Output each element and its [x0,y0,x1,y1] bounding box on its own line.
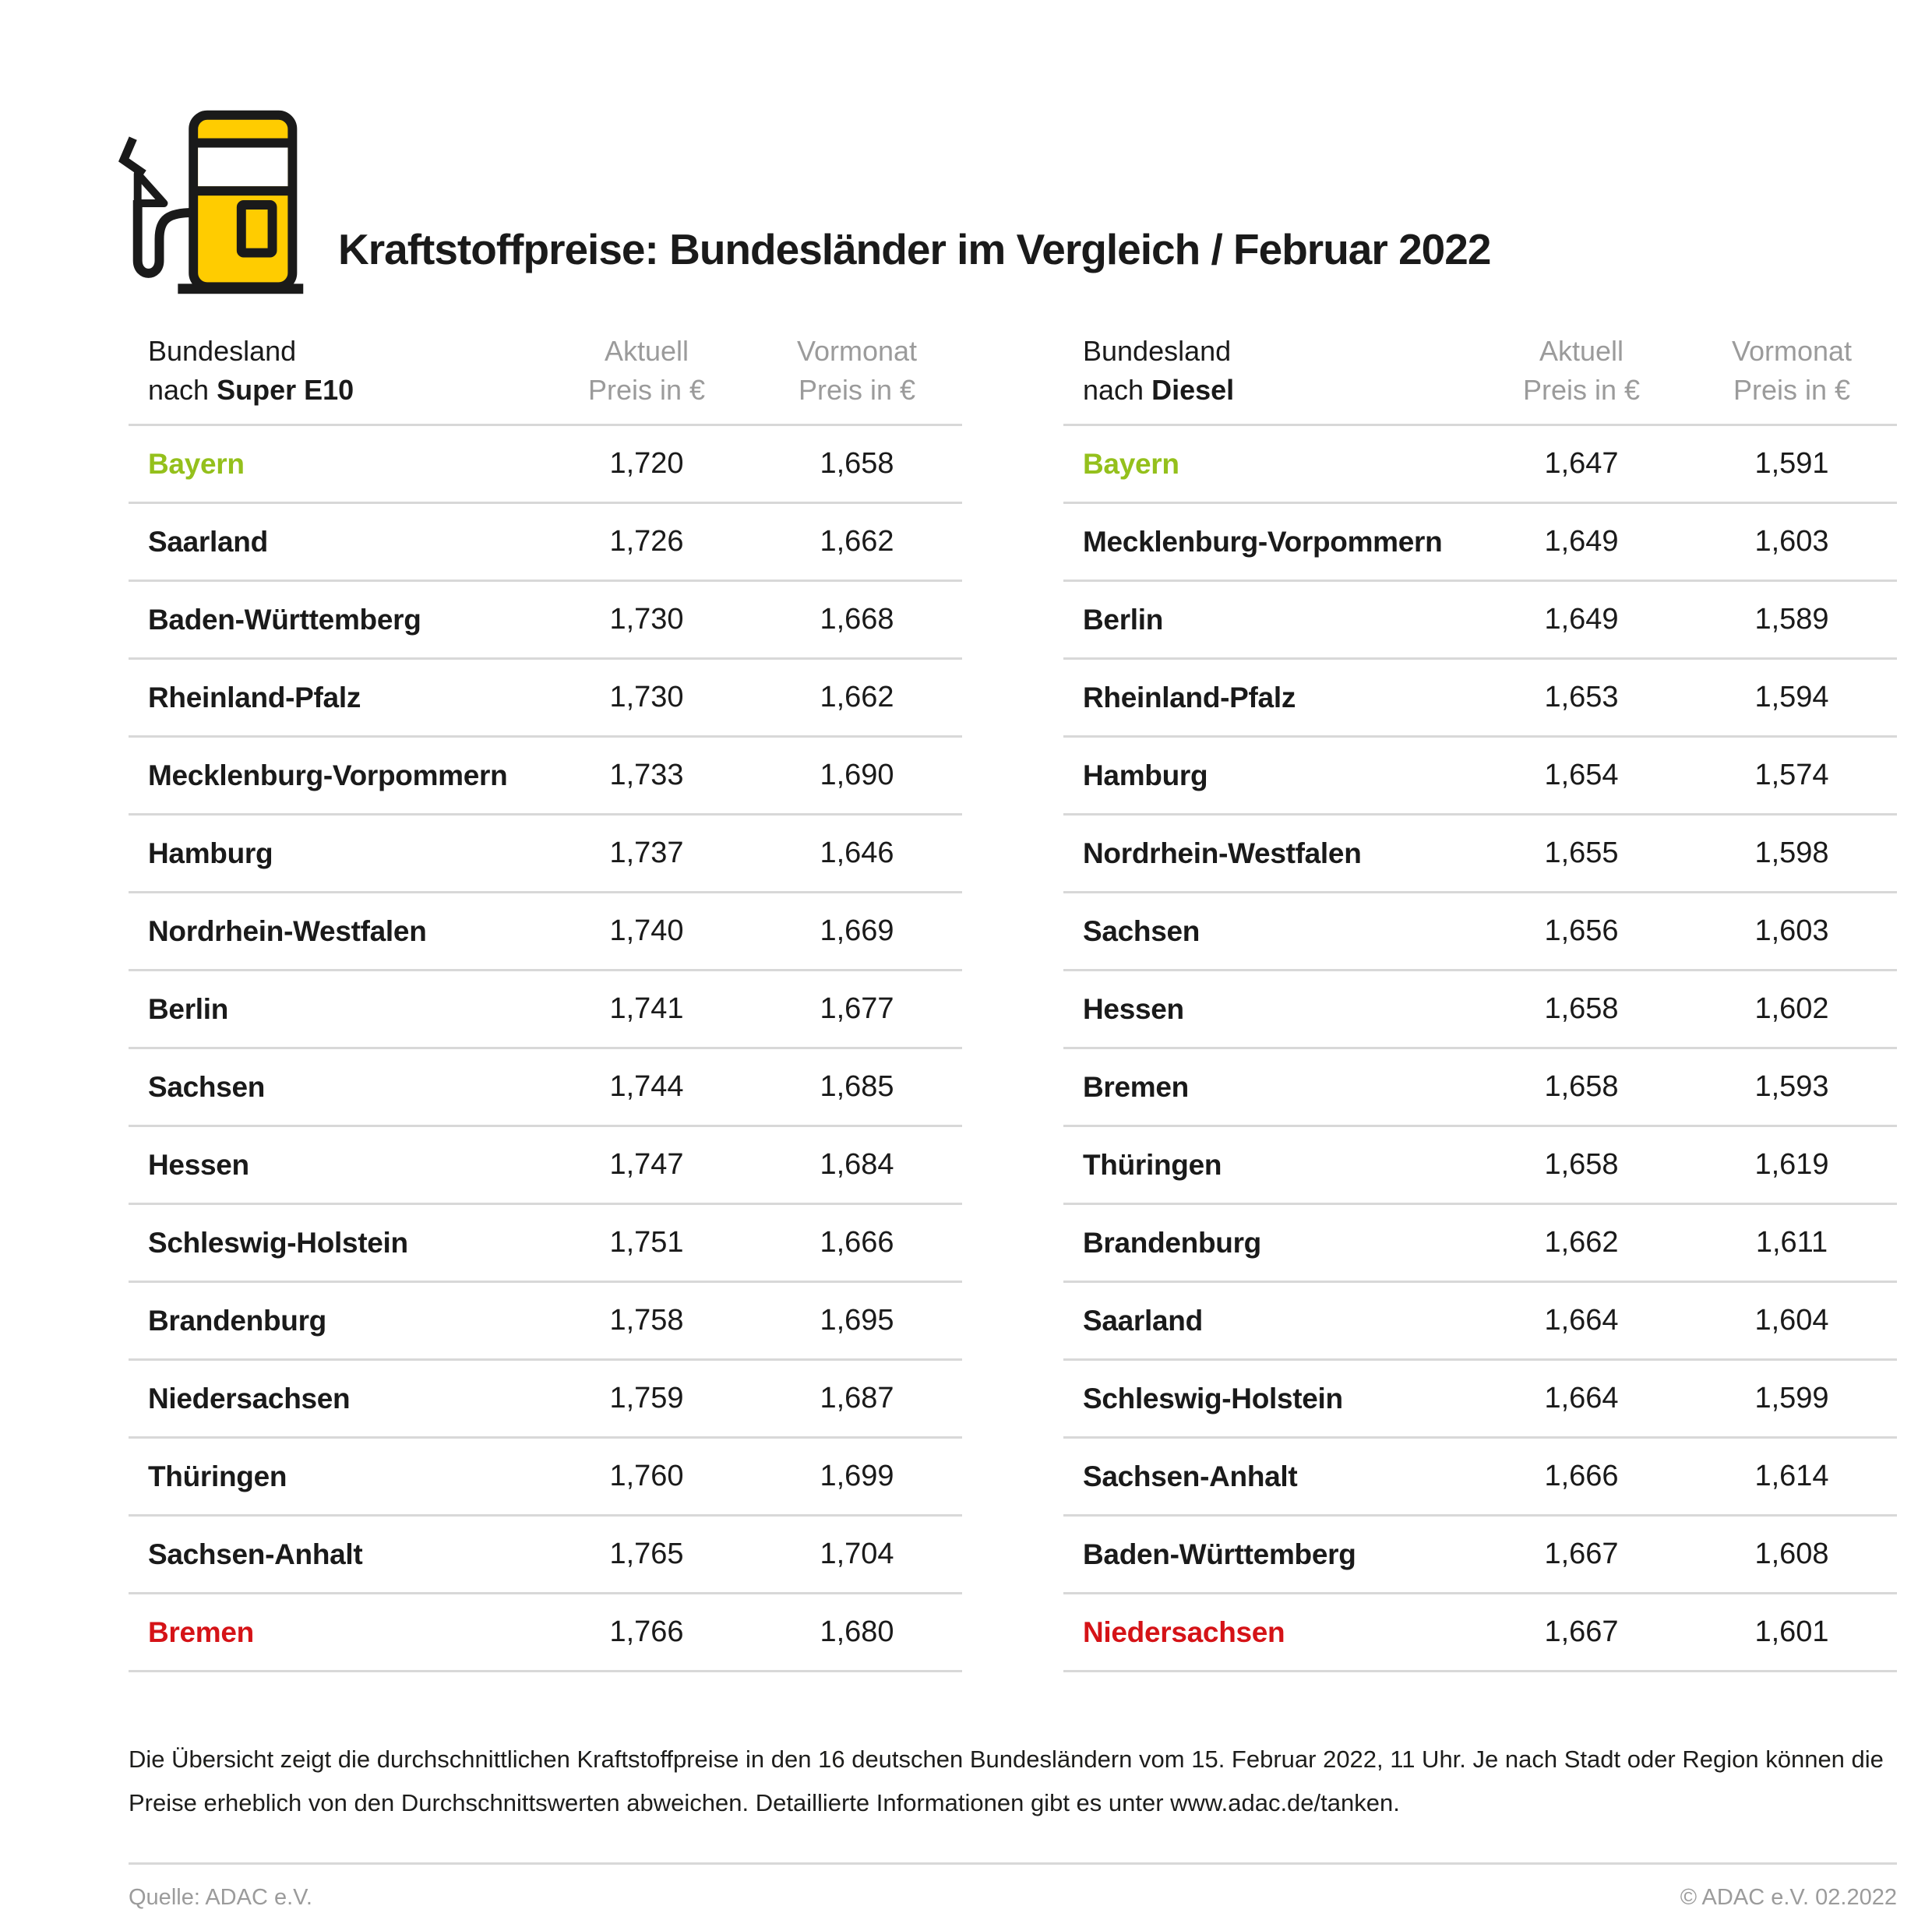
current-price: 1,658 [1544,1148,1619,1181]
previous-price: 1,677 [820,992,894,1025]
current-price: 1,730 [609,681,684,713]
table-row [1063,1125,1897,1203]
table-row [1063,424,1897,502]
current-price: 1,720 [609,447,684,480]
previous-price: 1,614 [1754,1460,1829,1492]
current-price: 1,667 [1544,1615,1619,1648]
table-body [1063,424,1897,1672]
footnote-line1: Die Übersicht zeigt die durchschnittlichen Kraftstoffpreise in den 16 deutschen Bundesländern vom 15. Februar 2022, 11 Uhr. Je nach Stadt oder Region können die [129,1746,1884,1773]
table-row [1063,891,1897,969]
previous-price: 1,574 [1754,759,1829,791]
current-price: 1,765 [609,1538,684,1570]
table-row [129,969,962,1047]
previous-price: 1,594 [1754,681,1829,713]
previous-price: 1,680 [820,1615,894,1648]
region-name: Mecklenburg-Vorpommern [1083,525,1443,558]
current-price: 1,649 [1544,525,1619,558]
current-price: 1,747 [609,1148,684,1181]
region-name: Nordrhein-Westfalen [1083,837,1362,869]
region-name: Schleswig-Holstein [148,1226,408,1259]
table-row [1063,1592,1897,1670]
region-header-prefix: nach [148,374,217,406]
footer [129,1885,1897,1911]
table-row [129,1281,962,1358]
table-row [1063,735,1897,813]
column-header-current [1476,332,1687,410]
region-header-fuel: Diesel [1151,374,1235,406]
footnote-line2: Preise erheblich von den Durchschnittswerten abweichen. Detaillierte Informationen gibt es unter www.adac.de/tanken. [129,1789,1400,1816]
region-name: Rheinland-Pfalz [1083,681,1296,713]
region-name: Hamburg [148,837,273,869]
current-header-line1: Aktuell [1539,335,1624,367]
current-price: 1,760 [609,1460,684,1492]
current-header-line1: Aktuell [604,335,689,367]
region-name: Sachsen [1083,914,1200,947]
previous-header-line2: Preis in € [798,374,916,406]
previous-price: 1,603 [1754,525,1829,558]
fuel-pump-icon [109,87,327,319]
page-title: Kraftstoffpreise: Bundesländer im Vergleich / Februar 2022 [338,225,1491,273]
table-row [1063,502,1897,580]
table-row [129,735,962,813]
previous-price: 1,690 [820,759,894,791]
previous-price: 1,603 [1754,914,1829,947]
table-row [1063,1514,1897,1592]
current-price: 1,664 [1544,1304,1619,1337]
current-price: 1,733 [609,759,684,791]
table-row [1063,813,1897,891]
region-name: Baden-Württemberg [148,603,421,636]
table-row [129,424,962,502]
region-name: Saarland [148,525,268,558]
region-header-line1: Bundesland [1083,335,1232,367]
previous-price: 1,619 [1754,1148,1829,1181]
region-name: Bayern [148,447,245,480]
table-body [129,424,962,1672]
table-row [1063,1203,1897,1281]
current-price: 1,758 [609,1304,684,1337]
previous-price: 1,611 [1755,1226,1828,1259]
region-name: Bayern [1083,447,1179,480]
current-price: 1,744 [609,1070,684,1103]
current-price: 1,666 [1544,1460,1619,1492]
current-price: 1,726 [609,525,684,558]
region-name: Bremen [148,1615,254,1648]
table-row [1063,580,1897,657]
region-name: Brandenburg [1083,1226,1261,1259]
region-name: Hamburg [1083,759,1208,791]
previous-price: 1,687 [820,1382,894,1414]
current-price: 1,658 [1544,1070,1619,1103]
current-price: 1,649 [1544,603,1619,636]
previous-header-line1: Vormonat [796,335,918,367]
previous-price: 1,662 [820,681,894,713]
source-credit: Quelle: ADAC e.V. [129,1885,312,1910]
current-header-line2: Preis in € [1522,374,1641,406]
region-name: Mecklenburg-Vorpommern [148,759,508,791]
current-price: 1,766 [609,1615,684,1648]
table-row [1063,969,1897,1047]
region-header-fuel: Super E10 [217,374,354,406]
previous-price: 1,608 [1754,1538,1829,1570]
previous-price: 1,669 [820,914,894,947]
region-name: Thüringen [148,1460,287,1492]
current-price: 1,751 [609,1226,684,1259]
region-name: Niedersachsen [1083,1615,1285,1648]
column-header-previous [1687,332,1897,410]
region-name: Saarland [1083,1304,1203,1337]
previous-price: 1,589 [1754,603,1829,636]
current-price: 1,740 [609,914,684,947]
table-row [129,1125,962,1203]
region-name: Berlin [148,992,229,1025]
previous-price: 1,599 [1754,1382,1829,1414]
current-price: 1,730 [609,603,684,636]
table-row [129,580,962,657]
tables-container [0,319,1932,1672]
previous-price: 1,662 [820,525,894,558]
previous-price: 1,604 [1754,1304,1829,1337]
previous-header-line1: Vormonat [1731,335,1853,367]
region-header-prefix: nach [1083,374,1152,406]
masthead [0,0,1932,319]
region-name: Hessen [148,1148,249,1181]
current-price: 1,759 [609,1382,684,1414]
region-name: Hessen [1083,992,1184,1025]
previous-price: 1,658 [820,447,894,480]
table-diesel [1063,332,1897,1672]
table-row [129,891,962,969]
region-header-line1: Bundesland [148,335,297,367]
region-name: Berlin [1083,603,1164,636]
previous-price: 1,685 [820,1070,894,1103]
current-price: 1,664 [1544,1382,1619,1414]
current-price: 1,667 [1544,1538,1619,1570]
column-header-region [1063,332,1476,410]
region-name: Rheinland-Pfalz [148,681,361,713]
table-row [129,1203,962,1281]
table-row [129,1047,962,1125]
current-price: 1,658 [1544,992,1619,1025]
region-name: Sachsen-Anhalt [1083,1460,1298,1492]
copyright: © ADAC e.V. 02.2022 [1680,1885,1897,1910]
table-header [1063,332,1897,424]
table-super-e10 [129,332,962,1672]
table-row [129,502,962,580]
table-row [1063,1436,1897,1514]
current-header-line2: Preis in € [587,374,706,406]
table-row [129,1436,962,1514]
previous-price: 1,666 [820,1226,894,1259]
current-price: 1,655 [1544,837,1619,869]
table-header [129,332,962,424]
current-price: 1,737 [609,837,684,869]
previous-price: 1,591 [1754,447,1829,480]
column-header-current [541,332,752,410]
table-row [129,1592,962,1670]
region-name: Thüringen [1083,1148,1222,1181]
current-price: 1,741 [609,992,684,1025]
column-header-previous [752,332,962,410]
footer-divider [129,1862,1897,1865]
table-row [129,657,962,735]
current-price: 1,647 [1544,447,1619,480]
table-row [129,813,962,891]
previous-price: 1,668 [820,603,894,636]
previous-price: 1,699 [820,1460,894,1492]
previous-price: 1,601 [1754,1615,1829,1648]
previous-price: 1,646 [820,837,894,869]
current-price: 1,656 [1544,914,1619,947]
current-price: 1,654 [1544,759,1619,791]
table-row [1063,1358,1897,1436]
footnote [129,1738,1897,1825]
region-name: Schleswig-Holstein [1083,1382,1343,1414]
table-row [129,1358,962,1436]
previous-price: 1,598 [1754,837,1829,869]
table-row [1063,1047,1897,1125]
region-name: Bremen [1083,1070,1189,1103]
table-row [1063,657,1897,735]
previous-price: 1,602 [1754,992,1829,1025]
table-row [1063,1281,1897,1358]
current-price: 1,653 [1544,681,1619,713]
previous-price: 1,695 [820,1304,894,1337]
previous-price: 1,684 [820,1148,894,1181]
region-name: Nordrhein-Westfalen [148,914,427,947]
table-row [129,1514,962,1592]
region-name: Brandenburg [148,1304,326,1337]
region-name: Baden-Württemberg [1083,1538,1356,1570]
current-price: 1,662 [1544,1226,1619,1259]
previous-header-line2: Preis in € [1733,374,1851,406]
column-header-region [129,332,541,410]
region-name: Sachsen-Anhalt [148,1538,363,1570]
region-name: Niedersachsen [148,1382,351,1414]
previous-price: 1,704 [820,1538,894,1570]
region-name: Sachsen [148,1070,266,1103]
previous-price: 1,593 [1754,1070,1829,1103]
